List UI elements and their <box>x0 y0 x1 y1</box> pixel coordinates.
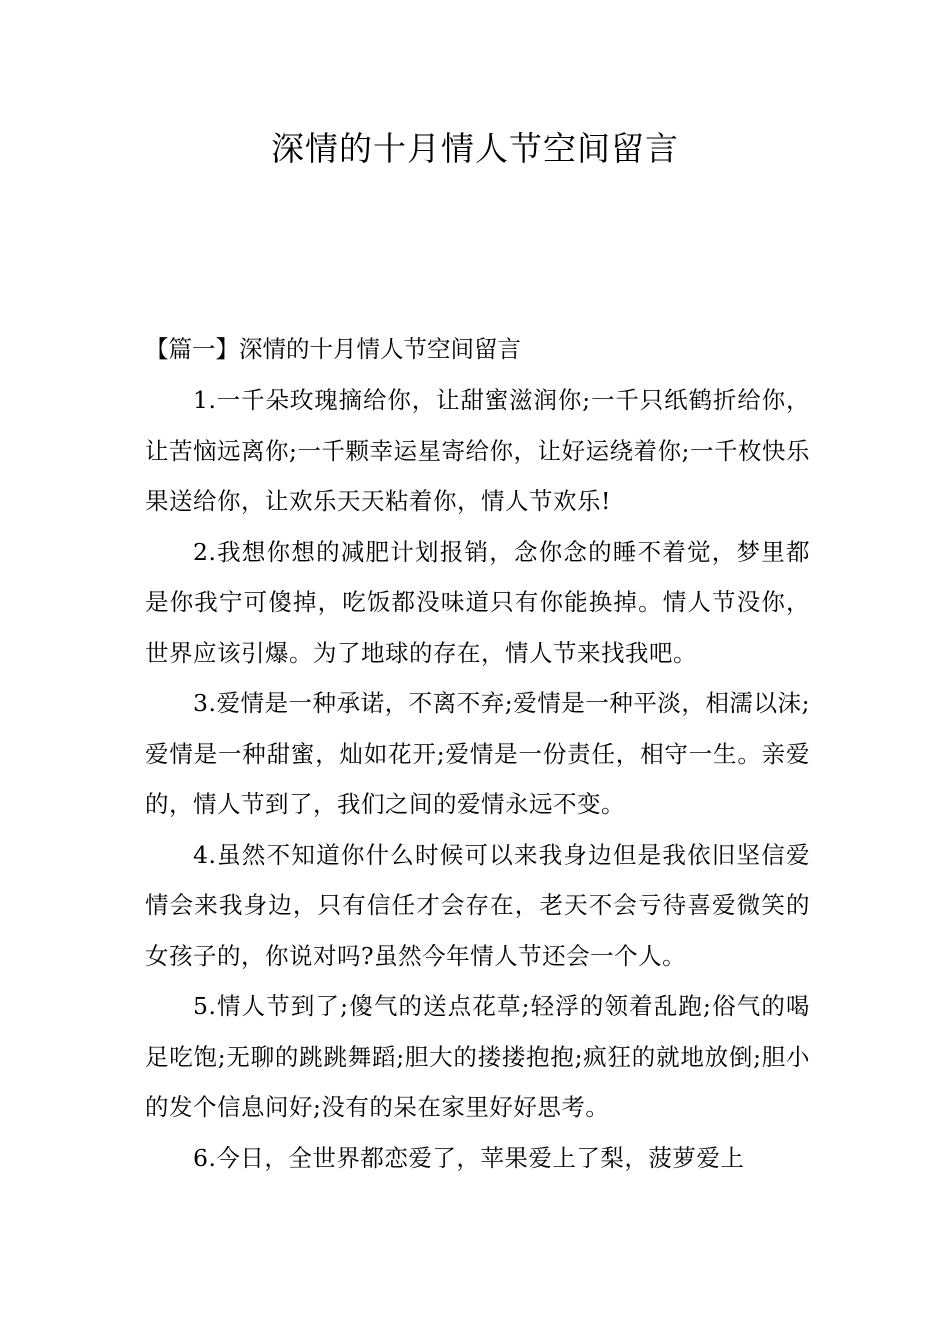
document-title: 深情的十月情人节空间留言 <box>271 129 679 168</box>
paragraph-4: 4.虽然不知道你什么时候可以来我身边但是我依旧坚信爱情会来我身边，只有信任才会存在，老天不会亏待喜爱微笑的女孩子的，你说对吗?虽然今年情人节还会一个人。 <box>145 840 810 970</box>
paragraph-6: 6.今日，全世界都恋爱了，苹果爱上了梨，菠萝爱上 <box>193 1143 745 1172</box>
paragraph-2: 2.我想你想的减肥计划报销，念你念的睡不着觉，梦里都是你我宁可傻掉，吃饭都没味道只有你能换掉。情人节没你，世界应该引爆。为了地球的存在，情人节来找我吧。 <box>145 537 810 667</box>
document-body <box>145 330 810 1183</box>
paragraph-5: 5.情人节到了;傻气的送点花草;轻浮的领着乱跑;俗气的喝足吃饱;无聊的跳跳舞蹈;胆大的搂搂抱抱;疯狂的就地放倒;胆小的发个信息问好;没有的呆在家里好好思考。 <box>145 992 810 1121</box>
paragraph-3: 3.爱情是一种承诺，不离不弃;爱情是一种平淡，相濡以沫;爱情是一种甜蜜，灿如花开;爱情是一份责任，相守一生。亲爱的，情人节到了，我们之间的爱情永远不变。 <box>145 689 810 818</box>
paragraph-1: 1.一千朵玫瑰摘给你，让甜蜜滋润你;一千只纸鹤折给你，让苦恼远离你;一千颗幸运星寄给你，让好运绕着你;一千枚快乐果送给你，让欢乐天天粘着你，情人节欢乐! <box>145 386 810 515</box>
section-heading: 【篇一】深情的十月情人节空间留言 <box>145 335 521 363</box>
